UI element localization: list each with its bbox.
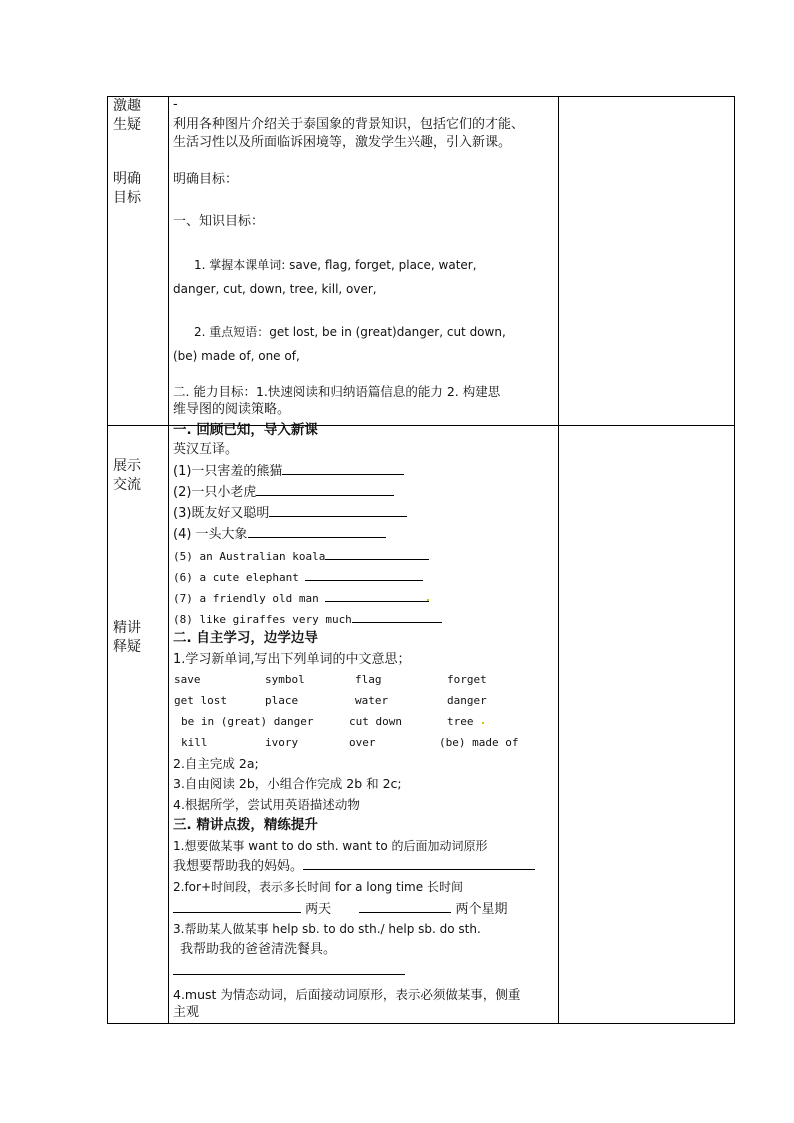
ability-line-1: 二. 能力目标：1.快速阅读和归纳语篇信息的能力 2. 构建思	[173, 384, 501, 399]
column-divider-2	[558, 97, 559, 1023]
label-explain-resolve: 精讲 释疑	[113, 620, 141, 655]
intro-line-1: 利用各种图片介绍关于泰国象的背景知识，包括它们的才能、	[173, 117, 525, 132]
answer-blank	[173, 962, 405, 975]
word: be in (great) danger	[181, 715, 314, 728]
section1-title: 一. 回顾已知，导入新课	[173, 422, 318, 438]
column-divider-1	[168, 97, 169, 1023]
translate-item: (7) a friendly old man	[173, 589, 429, 606]
word: cut down	[349, 715, 402, 728]
word: place	[265, 694, 299, 707]
ability-line-2: 维导图的阅读策略。	[173, 402, 291, 417]
dash-mark: -	[173, 97, 178, 112]
task-3: 3.自由阅读 2b，小组合作完成 2b 和 2c;	[173, 776, 402, 791]
word: get lost	[174, 694, 227, 707]
word: ivory	[265, 736, 299, 749]
intro-line-2: 生活习性以及所面临诉困境等，激发学生兴趣，引入新课。	[173, 135, 512, 150]
stray-mark	[427, 599, 429, 601]
task-2: 2.自主完成 2a;	[173, 756, 259, 771]
task-4: 4.根据所学，尝试用英语描述动物	[173, 797, 360, 812]
translate-item: (1)一只害羞的熊猫	[173, 462, 404, 480]
point-3-line-2: 我帮助我的爸爸清洗餐具。	[180, 942, 337, 957]
word: tree	[447, 715, 474, 728]
phrase-line-2: (be) made of, one of,	[173, 349, 300, 363]
point-4-line-2: 主观	[173, 1005, 200, 1020]
word: (be) made of	[439, 736, 519, 749]
word: danger	[447, 694, 487, 707]
translate-item: (8) like giraffes very much	[173, 610, 442, 627]
point-2-line-1: 2.for+时间段，表示多长时间 for a long time 长时间	[173, 880, 463, 894]
section3-title: 三. 精讲点拨，精练提升	[173, 817, 318, 833]
point-2-line-2: 两天 两个星期	[173, 900, 507, 918]
label-clarify-goals: 明确 目标	[113, 171, 141, 206]
word: over	[349, 736, 376, 749]
section1-subtitle: 英汉互译。	[173, 442, 239, 457]
vocab-line-2: danger, cut, down, tree, kill, over,	[173, 282, 377, 296]
phrase-line-1: 2. 重点短语：get lost, be in (great)danger, cut down,	[194, 325, 506, 339]
word: save	[174, 673, 201, 686]
point-4-line-1: 4.must 为情态动词，后面接动词原形，表示必须做某事，侧重	[173, 987, 521, 1002]
word: flag	[355, 673, 382, 686]
section2-title: 二. 自主学习，边学边导	[173, 630, 318, 646]
label-stimulate-interest: 激趣 生疑	[113, 98, 141, 133]
translate-item: (6) a cute elephant	[173, 568, 423, 585]
point-1-line-1: 1.想要做某事 want to do sth. want to 的后面加动词原形	[173, 839, 488, 853]
stray-mark	[482, 722, 484, 724]
knowledge-title: 一、知识目标：	[173, 214, 265, 229]
label-present-exchange: 展示 交流	[113, 458, 141, 493]
point-3-line-1: 3.帮助某人做某事 help sb. to do sth./ help sb. do sth.	[173, 922, 481, 936]
translate-item: (2)一只小老虎	[173, 483, 394, 501]
objectives-title: 明确目标：	[173, 172, 239, 187]
point-1-line-2: 我想要帮助我的妈妈。	[173, 857, 535, 875]
vocab-line-1: 1. 掌握本课单词: save, flag, forget, place, water,	[194, 258, 477, 272]
translate-item: (4) 一头大象	[173, 525, 386, 543]
word: water	[355, 694, 389, 707]
word: symbol	[265, 673, 305, 686]
translate-item: (3)既友好又聪明	[173, 504, 407, 522]
word: kill	[181, 736, 208, 749]
translate-item: (5) an Australian koala	[173, 547, 429, 564]
word: forget	[447, 673, 487, 686]
task-1: 1.学习新单词,写出下列单词的中文意思；	[173, 652, 411, 667]
